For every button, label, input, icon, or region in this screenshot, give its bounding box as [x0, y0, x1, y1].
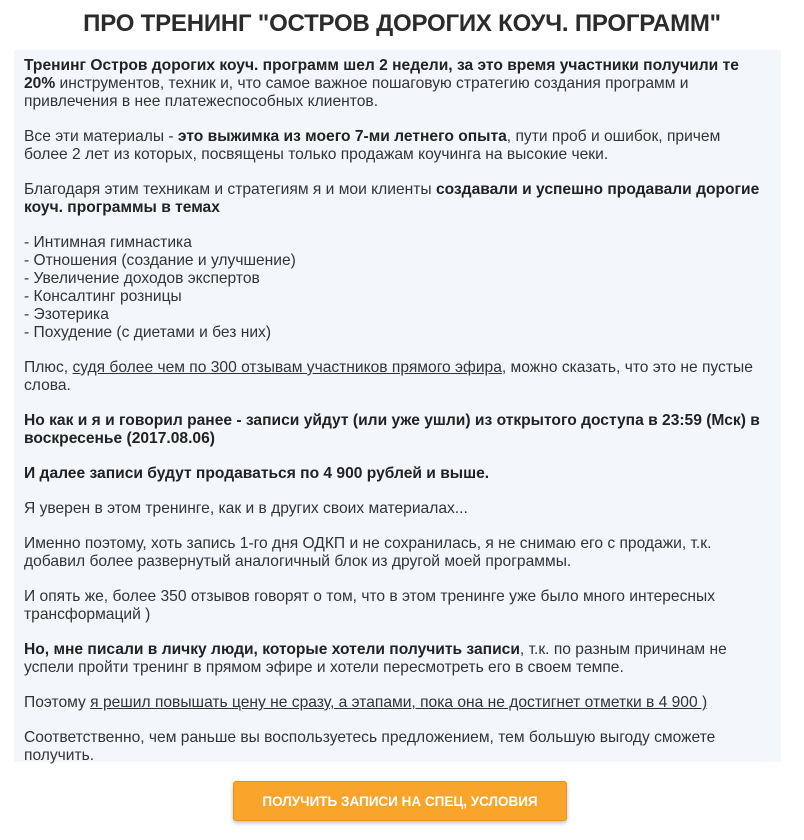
- text: Благодаря этим техникам и стратегиям я и мои клиенты: [24, 181, 436, 198]
- text: , пути проб и ошибок, причем более 2 лет из которых, посвящены только продажам коучинга на высокие чеки.: [24, 128, 721, 163]
- paragraph: [24, 465, 764, 483]
- text: Все эти материалы -: [24, 128, 178, 145]
- bold-text: это выжимка из моего 7-ми летнего опыта: [177, 128, 507, 145]
- paragraph: [24, 128, 764, 164]
- paragraph: [24, 694, 764, 712]
- list-item: - Похудение (с диетами и без них): [24, 324, 272, 341]
- get-recordings-button[interactable]: ПОЛУЧИТЬ ЗАПИСИ НА СПЕЦ, УСЛОВИЯ: [233, 781, 567, 821]
- paragraph: [24, 181, 764, 217]
- topics-list: [24, 234, 764, 342]
- paragraph: [24, 588, 764, 624]
- bold-text: создавали и успешно продавали дорогие коуч. программы в темах: [24, 181, 760, 216]
- reviews-link[interactable]: я решил повышать цену не сразу, а этапами, пока она не достигнет отметки в 4 900 ): [90, 694, 708, 711]
- text: И опять же, более 350 отзывов говорят о том, что в этом тренинге уже было много интересных трансформаций ): [24, 588, 716, 623]
- text: Я уверен в этом тренинге, как и в других своих материалах...: [24, 500, 468, 517]
- text: Именно поэтому, хоть запись 1-го дня ОДКП и не сохранилась, я не снимаю его с продажи, т.к. добавил более развернутый аналогичный блок из другой моей программы.: [24, 535, 712, 570]
- bold-text: Тренинг Остров дорогих коуч. программ шел 2 недели, за это время участники получили те 20%: [24, 57, 739, 92]
- paragraph: [24, 500, 764, 518]
- text: Поэтому: [24, 694, 91, 711]
- paragraph: [24, 535, 764, 571]
- paragraph: [24, 412, 764, 448]
- text: Соответственно, чем раньше вы воспользуетесь предложением, тем большую выгоду сможете получить.: [24, 729, 716, 764]
- bold-text: Но как и я и говорил ранее - записи уйдут (или уже ушли) из открытого доступа в 23:59 (Мск) в воскресенье (2017.08.06): [24, 412, 760, 447]
- list-item: - Отношения (создание и улучшение): [24, 252, 296, 269]
- bold-text: Но, мне писали в личку люди, которые хотели получить записи: [24, 641, 520, 658]
- page-title: ПРО ТРЕНИНГ "ОСТРОВ ДОРОГИХ КОУЧ. ПРОГРАММ": [83, 10, 721, 37]
- article-body: [24, 57, 764, 782]
- text: Плюс,: [24, 359, 73, 376]
- bold-text: И далее записи будут продаваться по 4 900 рублей и выше.: [24, 465, 490, 482]
- paragraph: [24, 641, 764, 677]
- list-item: - Эзотерика: [24, 306, 109, 323]
- list-item: - Увеличение доходов экспертов: [24, 270, 260, 287]
- list-item: - Интимная гимнастика: [24, 234, 192, 251]
- text: , т.к. по разным причинам не успели пройти тренинг в прямом эфире и хотели пересмотреть его в своем темпе.: [24, 641, 727, 676]
- paragraph: [24, 57, 764, 111]
- text: инструментов, техник и, что самое важное пошаговую стратегию создания программ и привлечения в нее платежеспособных клиентов.: [24, 75, 689, 110]
- paragraph: [24, 359, 764, 395]
- list-item: - Консалтинг розницы: [24, 288, 182, 305]
- text: , можно сказать, что это не пустые слова.: [24, 359, 753, 394]
- paragraph: [24, 729, 764, 765]
- reviews-link[interactable]: судя более чем по 300 отзывам участников прямого эфира: [72, 359, 502, 376]
